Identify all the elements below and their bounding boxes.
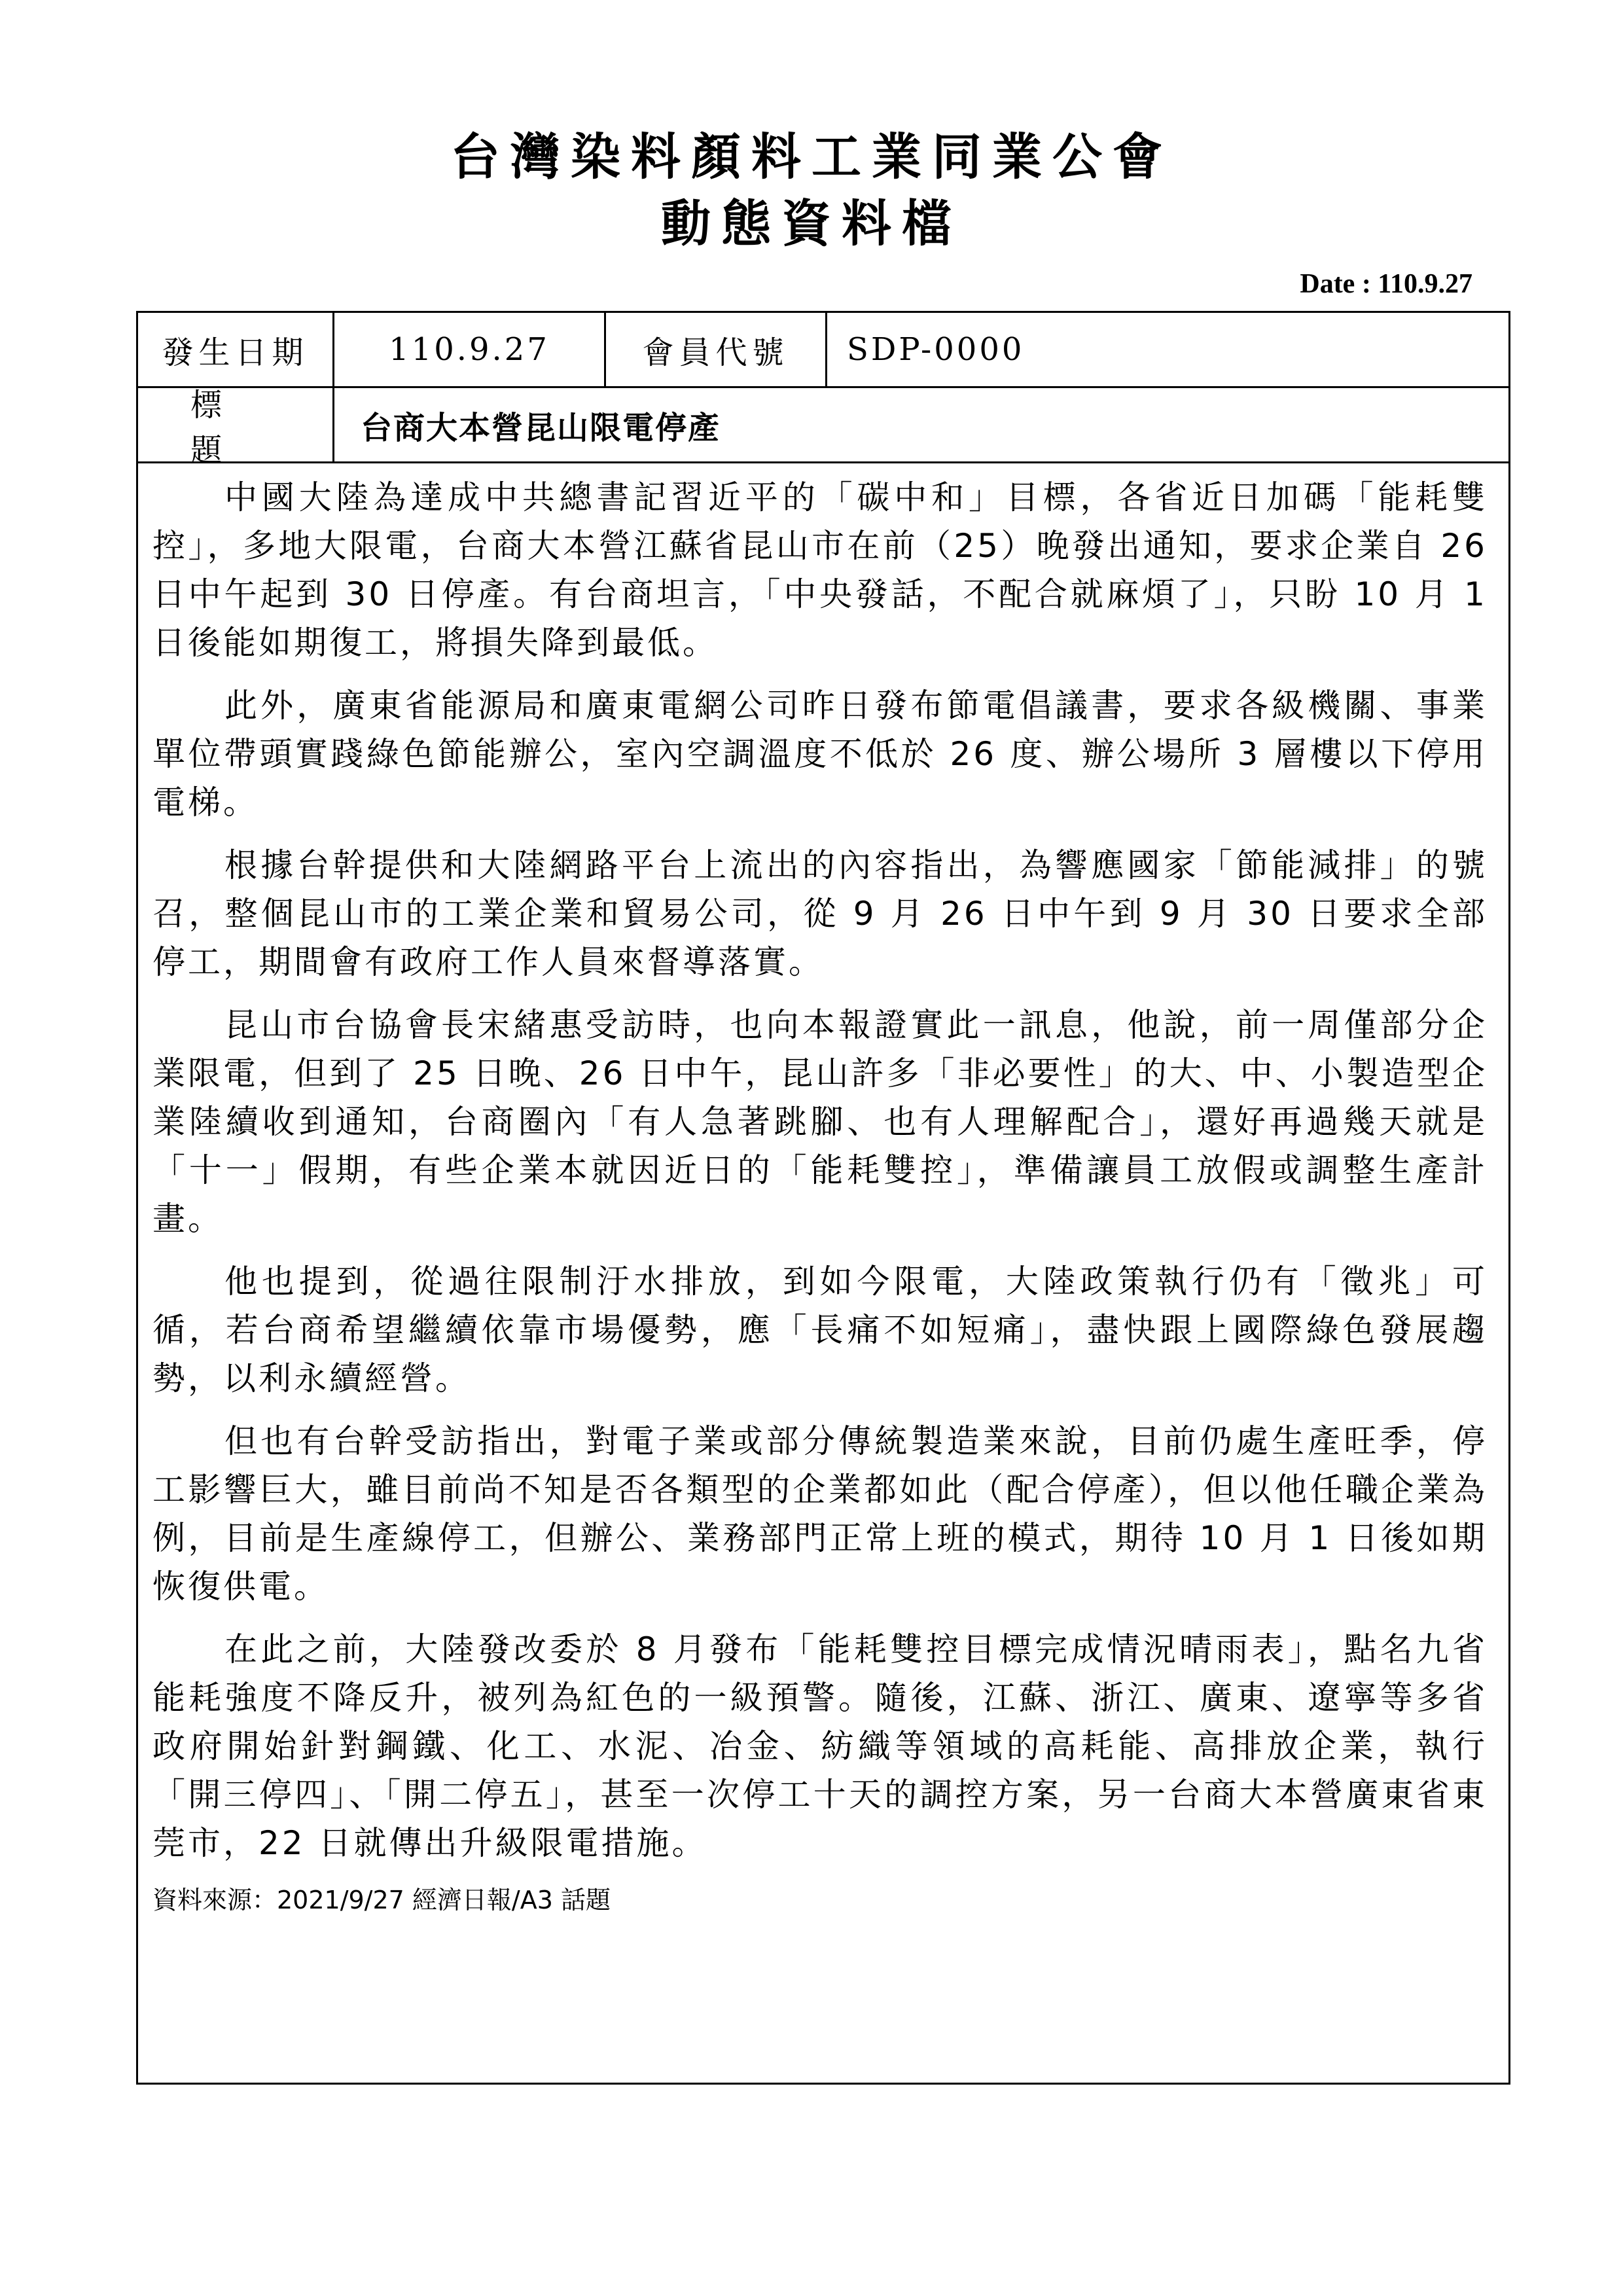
paragraph: 根據台幹提供和大陸網路平台上流出的內容指出，為響應國家「節能減排」的號召，整個昆山市的工業企業和貿易公司，從 9 月 26 日中午到 9 月 30 日要求全部停工，期間會有政府工作人員來督導落實。 [152,846,1488,981]
paragraph: 此外，廣東省能源局和廣東電網公司昨日發布節電倡議書，要求各級機關、事業單位帶頭實踐綠色節能辦公，室內空調溫度不低於 26 度、辦公場所 3 層樓以下停用電梯。 [152,687,1488,821]
subject-label: 標題 [138,388,334,461]
source-note: 資料來源：2021/9/27 經濟日報/A3 話題 [152,1886,611,1914]
paragraph: 中國大陸為達成中共總書記習近平的「碳中和」目標，各省近日加碼「能耗雙控」，多地大限電，台商大本營江蘇省昆山市在前（25）晚發出通知，要求企業自 26 日中午起到 30 日停產。有台商坦言，「中央發話，不配合就麻煩了」，只盼 10 月 1 日後能如期復工，將損失降到最低。 [152,478,1488,662]
paragraph: 在此之前，大陸發改委於 8 月發布「能耗雙控目標完成情況晴雨表」，點名九省能耗強度不降反升，被列為紅色的一級預警。隨後，江蘇、浙江、廣東、遼寧等多省政府開始針對鋼鐵、化工、水泥、冶金、紡織等領域的高耗能、高排放企業，執行「開三停四」、「開二停五」，甚至一次停工十天的調控方案，另一台商大本營廣東省東莞市，22 日就傳出升級限電措施。 [152,1630,1488,1862]
doc-title: 動態資料檔 [661,194,962,253]
org-title: 台灣染料顏料工業同業公會 [450,128,1173,186]
info-row-subject [138,387,1508,469]
info-row-date-member [138,313,1508,388]
date-value: 110.9.27 [334,313,606,386]
subject-value: 台商大本營昆山限電停產 [361,409,721,446]
paragraph: 昆山市台協會長宋緒惠受訪時，也向本報證實此一訊息，他說，前一周僅部分企業限電，但到了 25 日晚、26 日中午，昆山許多「非必要性」的大、中、小製造型企業陸續收到通知，台商圈內「有人急著跳腳、也有人理解配合」，還好再過幾天就是「十一」假期，有些企業本就因近日的「能耗雙控」，準備讓員工放假或調整生產計畫。 [152,1006,1488,1238]
article-body [152,473,1488,1918]
member-value: SDP-0000 [847,331,1025,368]
date-label: 發生日期 [138,313,334,386]
paragraph: 但也有台幹受訪指出，對電子業或部分傳統製造業來說，目前仍處生產旺季，停工影響巨大，雖目前尚不知是否各類型的企業都如此（配合停產），但以他任職企業為例，目前是生產線停工，但辦公、業務部門正常上班的模式，期待 10 月 1 日後如期恢復供電。 [152,1422,1488,1605]
report-date: Date : 110.9.27 [1300,269,1472,299]
paragraph: 他也提到，從過往限制汙水排放，到如今限電，大陸政策執行仍有「徵兆」可循，若台商希望繼續依靠市場優勢，應「長痛不如短痛」，盡快跟上國際綠色發展趨勢，以利永續經營。 [152,1263,1488,1397]
record-frame [136,311,1510,2085]
member-label: 會員代號 [606,313,827,386]
